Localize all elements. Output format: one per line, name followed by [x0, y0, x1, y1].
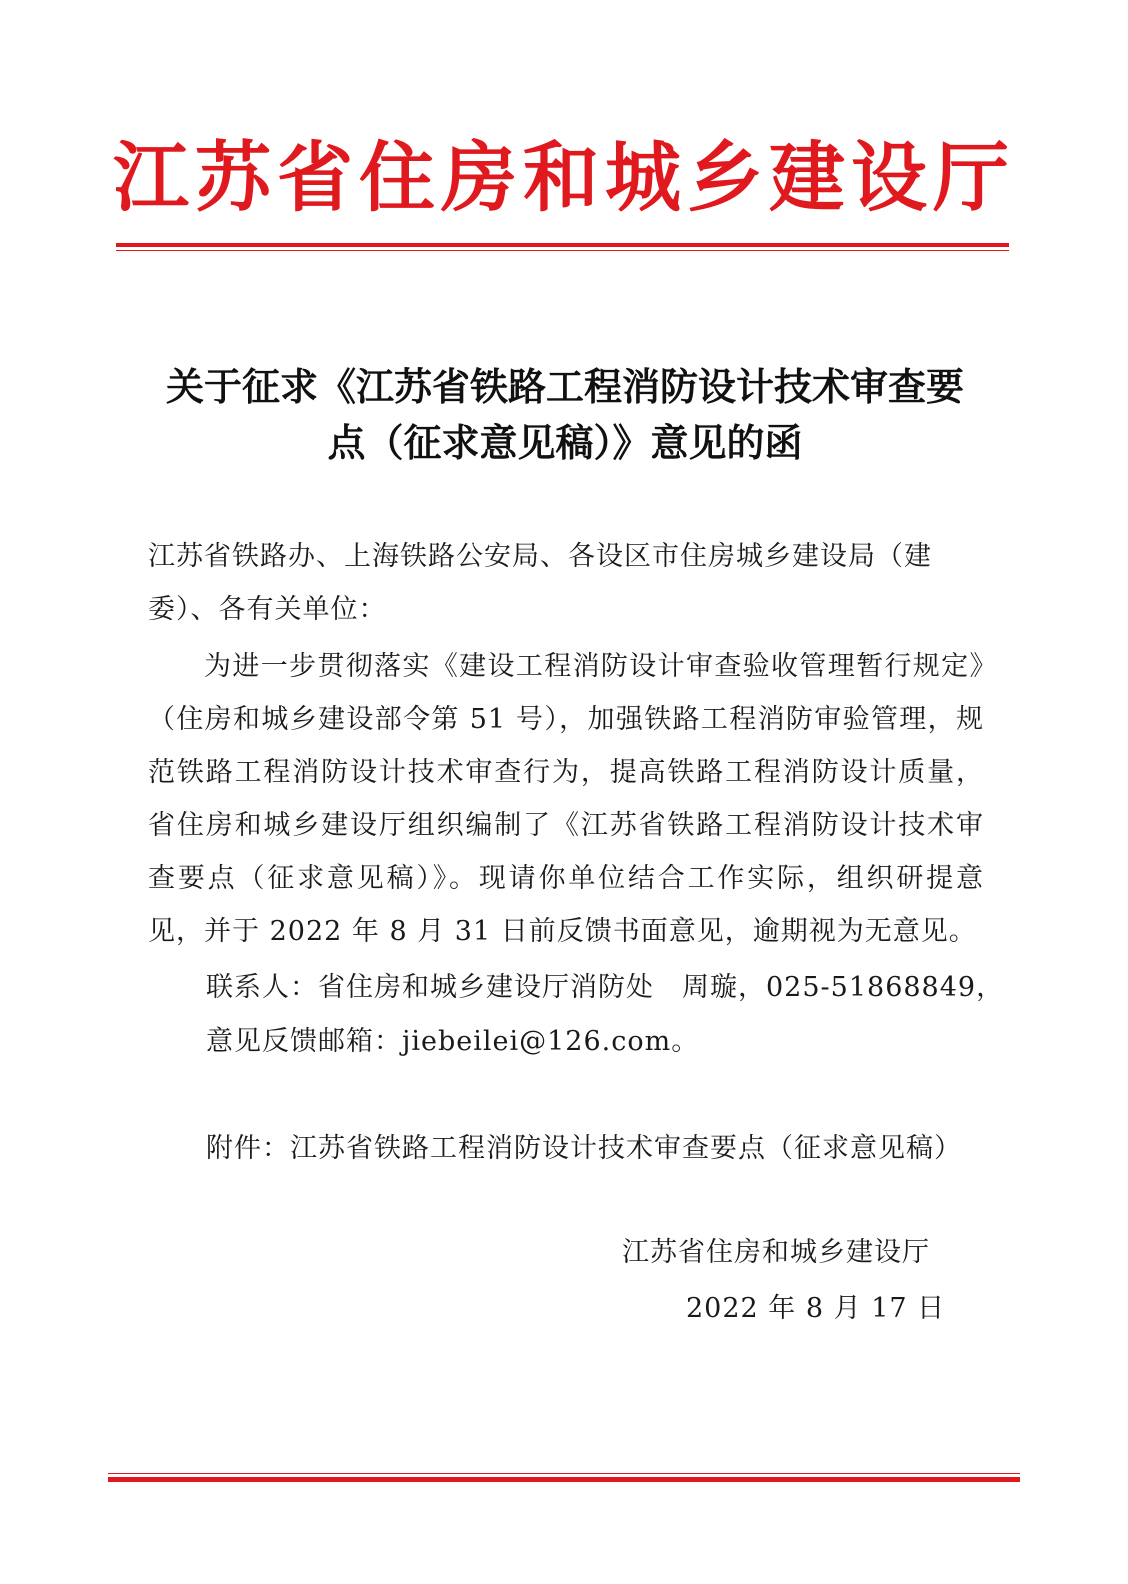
signature-date: 2022 年 8 月 17 日: [686, 1293, 946, 1324]
feedback-email: 意见反馈邮箱：jiebeilei@126.com。: [206, 1026, 700, 1057]
document-title-line-1: 关于征求《江苏省铁路工程消防设计技术审查要: [165, 364, 964, 409]
addressee: 江苏省铁路办、上海铁路公安局、各设区市住房城乡建设局（建委）、各有关单位：: [148, 541, 932, 625]
contact-person: 联系人：省住房和城乡建设厅消防处 周璇，025-51868849，: [206, 972, 1005, 1003]
letterhead-org-name: 江苏省住房和城乡建设厅: [113, 133, 1015, 222]
attachment-note: 附件：江苏省铁路工程消防设计技术审查要点（征求意见稿）: [206, 1133, 962, 1164]
letterhead-rule-thin: [116, 250, 1009, 251]
signature-org: 江苏省住房和城乡建设厅: [622, 1237, 930, 1268]
footer-rule-thick: [108, 1477, 1020, 1482]
document-title-line-2: 点（征求意见稿）》意见的函: [327, 420, 803, 465]
body-paragraph: 为进一步贯彻落实《建设工程消防设计审查验收管理暂行规定》（住房和城乡建设部令第 51 号），加强铁路工程消防审验管理，规范铁路工程消防设计技术审查行为，提高铁路工程消防设计质量，省住房和城乡建设厅组织编制了《江苏省铁路工程消防设计技术审查要点（征求意见稿）》。现请你单位结合工作实际，组织研提意见，并于 2022 年 8 月 31 日前反馈书面意见，逾期视为无意见。: [148, 651, 984, 947]
footer-rule-thin: [108, 1473, 1020, 1474]
letterhead-rule-thick: [116, 243, 1009, 247]
